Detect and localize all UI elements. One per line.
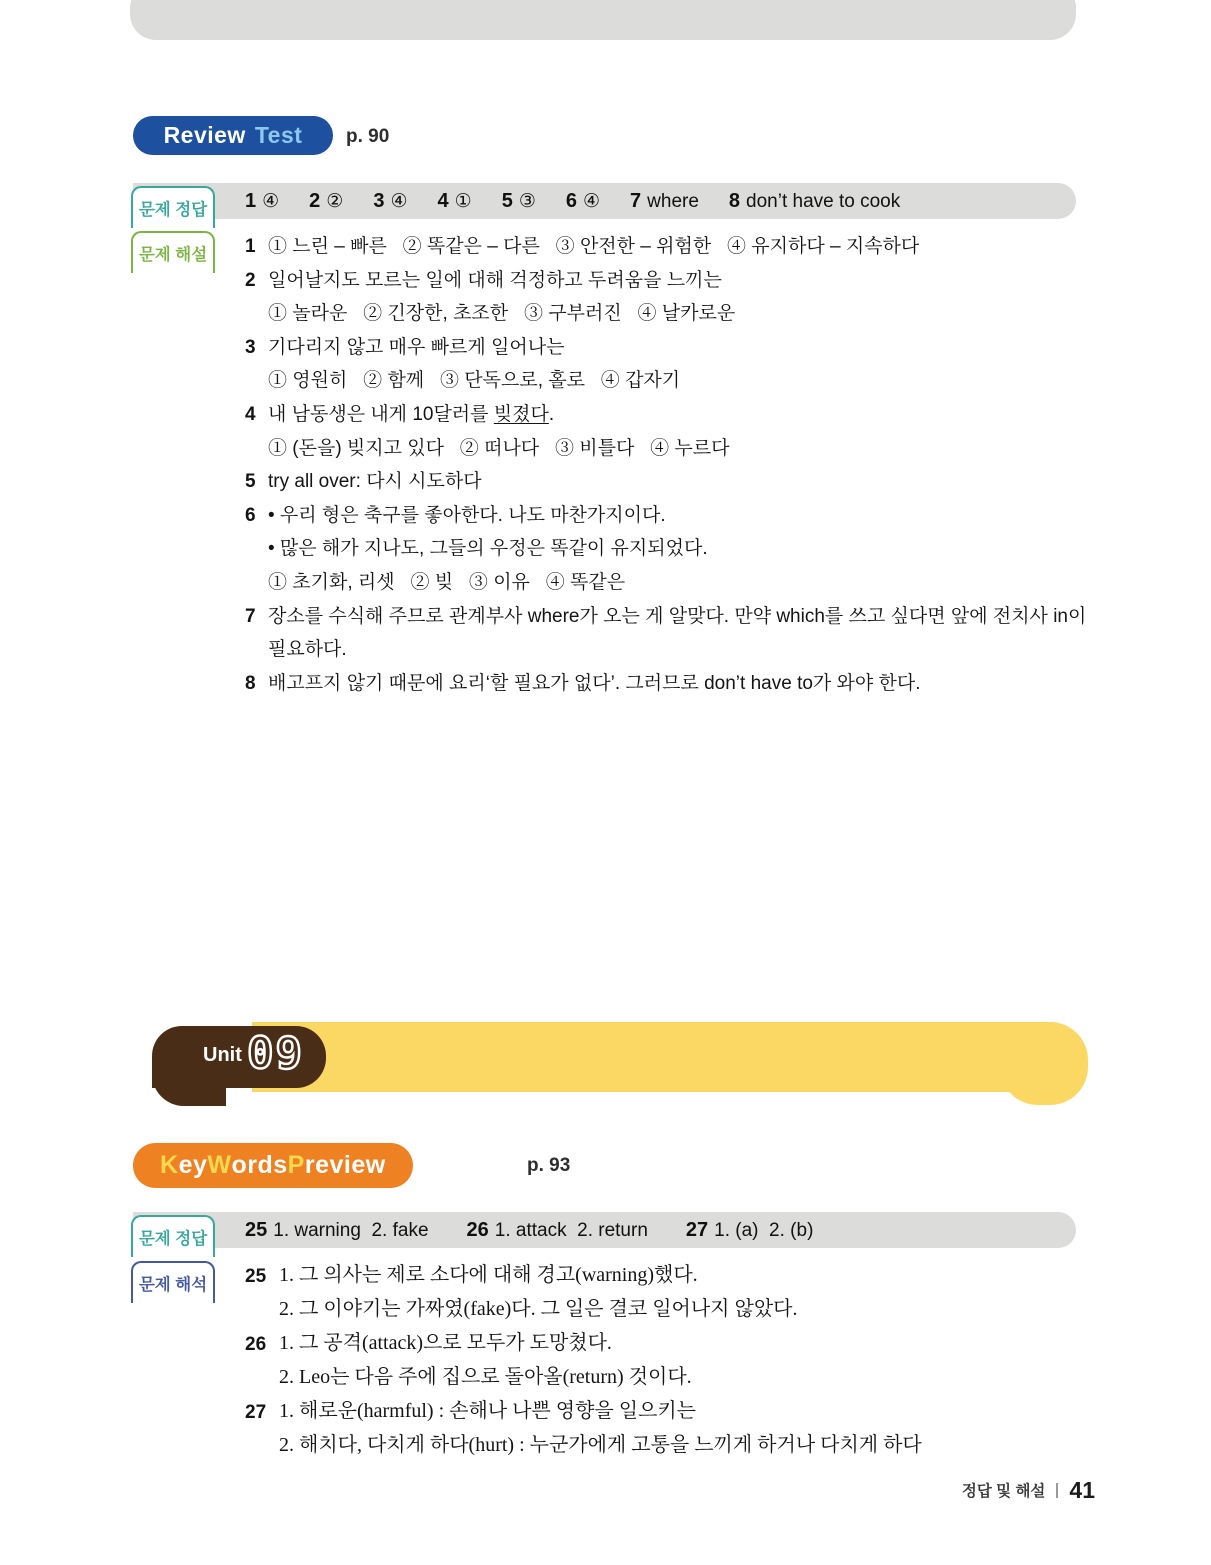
explanation-text-pre: 내 남동생은 내게 10달러를 xyxy=(268,403,494,425)
answer-value: where xyxy=(647,190,699,212)
explanation-text: 일어날지도 모르는 일에 대해 걱정하고 두려움을 느끼는 xyxy=(268,269,722,291)
explanation-line xyxy=(245,465,1093,499)
translation-line: 1. 그 공격(attack)으로 모두가 도망쳤다. xyxy=(279,1332,612,1354)
answer-number: 3 xyxy=(373,189,385,212)
explanation-number xyxy=(245,364,268,398)
translation-number: 27 xyxy=(245,1402,267,1423)
explanation-text: • 우리 형은 축구를 좋아한다. 나도 마찬가지이다. xyxy=(268,504,666,526)
unit-banner-brown-leg xyxy=(152,1070,226,1106)
explanation-line xyxy=(245,667,1093,701)
answer-number: 5 xyxy=(501,189,513,212)
unit-number: 09 xyxy=(247,1028,304,1079)
explanation-text: • 많은 해가 지나도, 그들의 우정은 똑같이 유지되었다. xyxy=(268,538,708,560)
translation-lines xyxy=(279,1326,1095,1394)
explanation-number: 3 xyxy=(245,336,256,358)
explanation-line xyxy=(245,432,1093,466)
unit-banner-yellow-bar xyxy=(252,1022,1052,1092)
answer-value: ④ xyxy=(582,190,601,212)
translation-item xyxy=(245,1394,1095,1462)
explanation-text: 기다리지 않고 매우 빠르게 일어나는 xyxy=(268,336,565,358)
answer-item xyxy=(502,190,536,213)
answer-item xyxy=(438,190,472,213)
answer-number: 27 xyxy=(685,1218,709,1241)
answer-number: 1 xyxy=(245,189,257,212)
explanation-number: 4 xyxy=(245,403,256,425)
explanation-text xyxy=(268,398,554,432)
review-test-badge-word1: Review xyxy=(163,122,246,148)
explanation-text: ① (돈을) 빚지고 있다 ② 떠나다 ③ 비틀다 ④ 누르다 xyxy=(268,437,730,459)
tab-key-words-answers: 문제 정답 xyxy=(131,1215,215,1257)
key-words-badge-letter: P xyxy=(287,1151,305,1179)
review-test-page-ref: p. 90 xyxy=(346,126,390,147)
translation-line: 2. 그 이야기는 가짜였(fake)다. 그 일은 결코 일어나지 않았다. xyxy=(279,1298,798,1320)
answer-value: ④ xyxy=(262,190,280,212)
key-words-badge-letter: review xyxy=(304,1151,386,1179)
answer-item xyxy=(566,190,600,213)
explanation-number: 7 xyxy=(245,605,256,627)
review-test-explanation-block xyxy=(245,230,1093,700)
answer-item xyxy=(686,1219,814,1242)
explanation-number: 8 xyxy=(245,672,256,694)
explanation-number: 1 xyxy=(245,236,256,257)
answer-value: don’t have to cook xyxy=(746,190,901,212)
answer-value: ③ xyxy=(518,190,536,212)
key-words-page-ref: p. 93 xyxy=(527,1155,571,1176)
answer-item xyxy=(729,190,900,213)
review-test-badge-word2: Test xyxy=(254,122,303,148)
answer-number: 26 xyxy=(466,1218,489,1241)
key-words-badge-letter: K xyxy=(160,1151,179,1179)
explanation-text: try all over: 다시 시도하다 xyxy=(268,471,482,493)
explanation-number xyxy=(245,532,268,566)
answer-item xyxy=(309,190,343,213)
answer-item xyxy=(630,190,699,213)
key-words-badge-letter: ey xyxy=(178,1151,208,1179)
explanation-text: ① 영원히 ② 함께 ③ 단독으로, 홀로 ④ 갑자기 xyxy=(268,370,681,392)
footer-page-number: 41 xyxy=(1069,1476,1095,1503)
review-test-badge xyxy=(133,116,333,155)
explanation-line xyxy=(245,532,1093,566)
answer-item xyxy=(373,190,407,213)
review-test-answers-bar xyxy=(133,183,1076,219)
tab-review-explanation: 문제 해설 xyxy=(131,231,215,273)
key-words-answers-bar xyxy=(133,1212,1076,1248)
explanation-line xyxy=(245,264,1093,298)
translation-line: 2. 해치다, 다치게 하다(hurt) : 누군가에게 고통을 느끼게 하거나 다치게 하다 xyxy=(279,1434,922,1456)
answer-value: ① xyxy=(454,190,472,212)
answer-number: 2 xyxy=(309,189,321,212)
key-words-badge-letter: W xyxy=(207,1151,232,1179)
answer-number: 6 xyxy=(565,189,577,212)
answer-item xyxy=(245,190,279,213)
key-words-translation-block xyxy=(245,1258,1095,1462)
footer-divider xyxy=(1056,1483,1058,1498)
explanation-line xyxy=(245,230,1093,264)
answer-number: 8 xyxy=(728,189,741,212)
explanation-line xyxy=(245,398,1093,432)
explanation-number: 6 xyxy=(245,504,256,526)
explanation-text: 배고프지 않기 때문에 요리‘할 필요가 없다’. 그러므로 don’t have to가 와야 한다. xyxy=(268,672,921,694)
answer-item xyxy=(245,1219,429,1242)
underlined-word: 빚졌다 xyxy=(493,403,549,425)
translation-line: 1. 해로운(harmful) : 손해나 나쁜 영향을 일으키는 xyxy=(279,1400,696,1422)
translation-lines xyxy=(279,1394,1095,1462)
explanation-text: 장소를 수식해 주므로 관계부사 where가 오는 게 알맞다. 만약 which를 쓰고 싶다면 앞에 전치사 in이 필요하다. xyxy=(268,605,1092,661)
tab-review-answers: 문제 정답 xyxy=(131,186,215,228)
answer-value: ② xyxy=(326,190,344,212)
explanation-text: ① 느린 – 빠른 ② 똑같은 – 다른 ③ 안전한 – 위험한 ④ 유지하다 – 지속하다 xyxy=(268,236,920,257)
top-gray-bar xyxy=(130,0,1076,40)
explanation-number: 2 xyxy=(245,269,256,291)
explanation-line xyxy=(245,331,1093,365)
translation-item xyxy=(245,1326,1095,1394)
answer-value: ④ xyxy=(390,190,408,212)
translation-number: 25 xyxy=(245,1266,267,1287)
explanation-line xyxy=(245,297,1093,331)
tab-key-words-translation: 문제 해석 xyxy=(131,1261,215,1303)
answer-number: 4 xyxy=(437,189,449,212)
unit-banner-yellow-cap xyxy=(1000,1022,1088,1105)
answer-value: 1. attack 2. return xyxy=(494,1219,648,1241)
answer-number: 25 xyxy=(245,1218,268,1241)
translation-line: 2. Leo는 다음 주에 집으로 돌아올(return) 것이다. xyxy=(279,1366,692,1388)
explanation-text: ① 초기화, 리셋 ② 빚 ③ 이유 ④ 똑같은 xyxy=(268,571,626,593)
unit-label: Unit xyxy=(203,1044,242,1066)
explanation-line xyxy=(245,364,1093,398)
answer-value: 1. warning 2. fake xyxy=(273,1219,429,1241)
explanation-number xyxy=(245,297,268,331)
explanation-line xyxy=(245,600,1093,667)
explanation-text: ① 놀라운 ② 긴장한, 초조한 ③ 구부러진 ④ 날카로운 xyxy=(268,303,736,325)
answer-item xyxy=(467,1219,648,1242)
page-footer xyxy=(860,1477,1095,1503)
answer-value: 1. (a) 2. (b) xyxy=(714,1219,814,1241)
answer-number: 7 xyxy=(630,189,642,212)
explanation-text-post: . xyxy=(548,403,555,425)
translation-item xyxy=(245,1258,1095,1326)
explanation-line xyxy=(245,499,1093,533)
explanation-number: 5 xyxy=(245,471,256,493)
translation-lines xyxy=(279,1258,1095,1326)
translation-line: 1. 그 의사는 제로 소다에 대해 경고(warning)했다. xyxy=(279,1264,698,1286)
key-words-preview-badge xyxy=(133,1143,413,1188)
footer-label: 정답 및 해설 xyxy=(961,1483,1046,1500)
explanation-line xyxy=(245,566,1093,600)
key-words-badge-letter: ords xyxy=(231,1151,288,1179)
explanation-number xyxy=(245,566,268,600)
explanation-number xyxy=(245,432,268,466)
translation-number: 26 xyxy=(245,1334,267,1355)
